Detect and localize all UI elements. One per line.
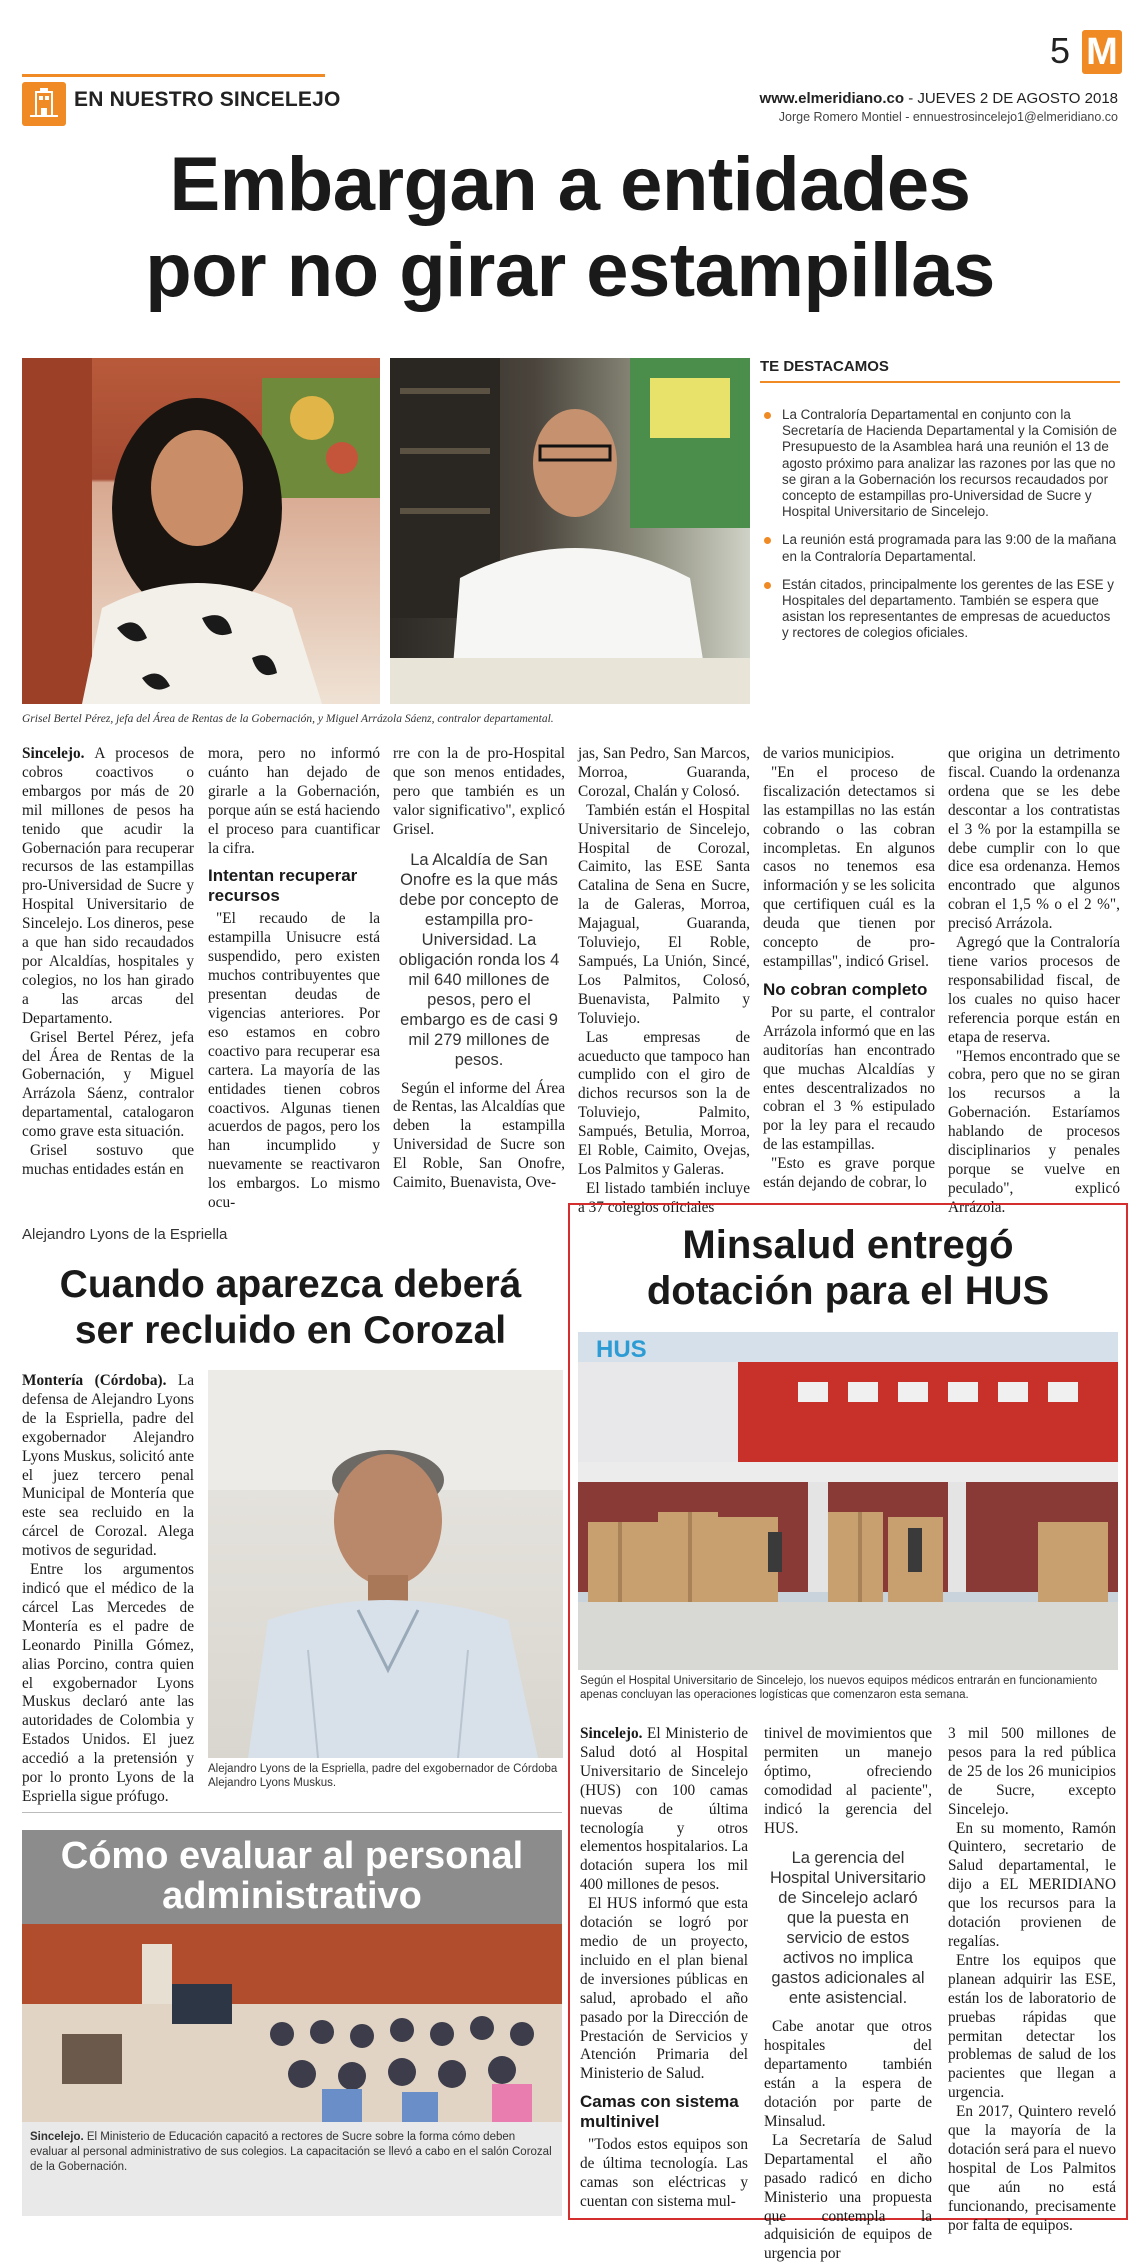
minsalud-col-3: 3 mil 500 millones de pesos para la red pública de 25 de los 26 municipios de Sucre, excepto Sincelejo. En su momento, Ramón Quintero, secretario de Salud departamental, le dijo a EL MERIDIANO que los recursos para la dotación provienen de regalías. Entre los equipos que planean adquirir las ESE, están los de laboratorio de pruebas rápidas que permitan detectar los problemas de salud de los pacientes que llegan a urgencia. En 2017, Quintero reveló que la mayoría de la dotación será para el nuevo hospital de Los Palmitos que aún no está funcionando, precisamente por falta de equipos. [948,1725,1116,2234]
main-headline-line1: Embargan a entidades [169,142,971,227]
byline: Jorge Romero Montiel - ennuestrosincelejo1@elmeridiano.co [778,110,1118,124]
header-rule [22,74,325,77]
hus-sign: HUS [596,1336,647,1363]
photo-lyons [208,1370,563,1758]
subhead-no-cobran: No cobran completo [763,979,928,999]
lyons-headline [18,1262,563,1354]
sidebar-item: La reunión está programada para las 9:00 de la mañana en la Contraloría Departamental. [760,532,1120,564]
evaluar-box [22,1830,562,2216]
sidebar-item: La Contraloría Departamental en conjunto con la Secretaría de Hacienda Departamental y la Comisión de Presupuesto de la Asamblea hará una reunión el 13 de agosto próximo para analizar las razones por las que no se giran a la Gobernación los recursos recaudados por concepto de estampillas pro-Universidad de Sucre y Hospital Universitario de Sincelejo. [760,407,1120,520]
divider [22,1812,562,1813]
minsalud-caption: Según el Hospital Universitario de Sincelejo, los nuevos equipos médicos entrarán en funcionamiento apenas concluyan las operaciones logísticas que comenzaron esta semana. [580,1675,1098,1701]
lyons-headline-line2: ser recluido en Corozal [74,1309,507,1352]
minsalud-headline-line2: dotación para el HUS [646,1269,1050,1313]
evaluar-title-band [22,1830,562,1924]
photo-evaluar [22,1924,562,2122]
minsalud-col-1: Sincelejo. El Ministerio de Salud dotó al Hospital Universitario de Sincelejo (HUS) con 100 camas nuevas de última tecnología y otros elementos hospitalarios. La dotación supera los mil 400 millones de pesos. El HUS informó que esta dotación se logró por medio de un proyecto, incluido en el plan bienal de inversiones públicas en salud, aprobado el año pasado por la Dirección de Prestación de Servicios y Atención Primaria del Ministerio de Salud. Camas con sistema multinivel "Todos estos equipos son de última tecnología. Las camas son eléctricas y cuentan con sistema mul- [580,1725,748,2210]
lyons-kicker: Alejandro Lyons de la Espriella [22,1226,228,1243]
photo-miguel [390,358,750,704]
sidebar-title: TE DESTACAMOS [760,358,1120,383]
main-dateline: Sincelejo. [22,745,85,762]
main-col-3: rre con la de pro-Hospital que son menos entidades, pero que también es un valor significativo", explicó Grisel. La Alcaldía de San Onofre es la que más debe por concepto de estampilla pro-Universidad. La obligación ronda los 4 mil 640 millones de pesos, pero el embargo es de casi 9 mil 279 millones de pesos. Según el informe del Área de Rentas, las Alcaldías que deben la estampilla Universidad de Sucre son El Roble, San Onofre, Caimito, Buenavista, Ove- [393,745,565,1192]
main-photo-caption: Grisel Bertel Pérez, jefa del Área de Rentas de la Gobernación, y Miguel Arrázola Sáenz, contralor departamental. [22,713,554,725]
main-col-6: que origina un detrimento fiscal. Cuando la ordenanza ordena que se les debe descontar a los contratistas el 3 % por la estampilla se debe cumplir con lo que dice esa ordenanza. Hemos encontrado que algunos cobran el 1,5 % o el 2 %", precisó Arrázola. Agregó que la Contraloría tiene varios procesos de responsabilidad fiscal, de los cuales no quiso hacer referencia porque están en etapa de reserva. "Hemos encontrado que se cobra, pero que no se giran los recursos a la Gobernación. Estaríamos hablando de procesos disciplinarios y penales porque se vuelve en peculado", explicó Arrázola. [948,745,1120,1216]
logo-icon: M [1082,30,1122,74]
lyons-headline-line1: Cuando aparezca deberá [59,1263,522,1306]
minsalud-headline-line1: Minsalud entregó [682,1223,1014,1267]
main-col-5: de varios municipios. "En el proceso de fiscalización detectamos si las estampillas no las están cobrando o las cobran incompletas. En algunos casos no tenemos esa información y se les solicita que certifiquen cuál es la deuda que tienen por concepto de pro-estampillas", indicó Grisel. No cobran completo Por su parte, el contralor Arrázola informó que en las auditorías han encontrado que muchas Alcaldías y entes descentralizados no cobran el 3 % estipulado por la ley para el recaudo de las estampillas. "Esto es grave porque están dejando de cobrar, lo [763,745,935,1192]
section-icon [22,82,66,126]
main-headline-line2: por no girar estampillas [145,228,995,313]
evaluar-title-line2: administrativo [162,1875,422,1917]
site-link[interactable]: www.elmeridiano.co [759,90,905,107]
lyons-caption: Alejandro Lyons de la Espriella, padre del exgobernador de Córdoba Alejandro Lyons Muskus. [208,1763,558,1789]
evaluar-caption-lead: Sincelejo. [30,2131,84,2143]
subhead-camas: Camas con sistema multinivel [580,2092,739,2132]
minsalud-col-2: tinivel de movimientos que permiten un manejo óptimo, ofreciendo comodidad al paciente", indicó la gerencia del HUS. La gerencia del Hospital Universitario de Sincelejo aclaró que la puesta en servicio de estos activos no implica gastos adicionales al ente asistencial. Cabe anotar que otros hospitales del departamento también están a la espera de dotación por parte de Minsalud. La Secretaría de Salud Departamental el año pasado radicó en dicho Ministerio una propuesta que contempla la adquisición de equipos de urgencia por [764,1725,932,2263]
minsalud-headline [578,1222,1118,1314]
photo-hus [578,1332,1118,1670]
lyons-dateline: Montería (Córdoba). [22,1372,167,1389]
pull-quote-gerencia: La gerencia del Hospital Universitario de Sincelejo aclaró que la puesta en servicio de estos activos no implica gastos adicionales al ente asistencial. [770,1849,926,2008]
main-col-1: Sincelejo. A procesos de cobros coactivos o embargos por más de 20 mil millones de pesos ha tenido que acudir la Gobernación para recuperar recursos de las estampillas pro-Universidad de Sucre y Hospital Universitario de Sincelejo. Los dineros, pese a que han sido recaudados por Alcaldías, hospitales y colegios, no los han girado a las arcas del Departamento. Grisel Bertel Pérez, jefa del Área de Rentas de la Gobernación, y Miguel Arrázola Sáenz, contralor departamental, catalogaron como grave esta situación. Grisel sostuvo que muchas entidades están en [22,745,194,1178]
lyons-body: Montería (Córdoba). La defensa de Alejandro Lyons de la Espriella, padre del exgobernador Alejandro Lyons Muskus, solicitó ante el juez tercero penal Municipal de Montería que este sea recluido en la cárcel de Corozal. Alega motivos de seguridad. Entre los argumentos indicó que el médico de la cárcel Las Mercedes de Montería es el padre de Leonardo Pinilla Gómez, alias Porcino, contra quien el exgobernador Lyons Muskus declaró ante las autoridades de Colombia y Estados Unidos. El juez accedió a la pretensión y por lo pronto Lyons de la Espriella sigue prófugo. [22,1372,194,1805]
subhead-intentan: Intentan recuperar recursos [208,866,358,906]
sidebar-item: Están citados, principalmente los gerentes de las ESE y Hospitales del departamento. También se espera que asistan los representantes de empresas de acueductos y rectores de colegios oficiales. [760,577,1120,642]
date-text: - JUEVES 2 DE AGOSTO 2018 [908,90,1118,107]
main-col-4: jas, San Pedro, San Marcos, Morroa, Guaranda, Corozal, Chalán y Colosó. También están el Hospital Universitario de Sincelejo, Hospital de Corozal, Caimito, las ESE Santa Catalina de Sena en Sucre, la de Galeras, Morroa, Majagual, Guaranda, Toluviejo, El Roble, Sampués, La Unión, Sincé, Los Palmitos, Colosó, Buenavista, Palmito y Toluviejo. Las empresas de acueducto que tampoco han cumplido con el giro de dichos recursos son la de Toluviejo, Palmito, Sampués, Betulia, Morroa, El Roble, Caimito, Ovejas, Los Palmitos y Galeras. El listado también incluye a 37 colegios oficiales [578,745,750,1216]
section-title: EN NUESTRO SINCELEJO [74,88,341,111]
page-number: 5 [1050,30,1071,71]
evaluar-title-line1: Cómo evaluar al personal [60,1835,524,1877]
minsalud-dateline: Sincelejo. [580,1725,643,1742]
dateline [760,90,1118,107]
pull-quote-alcaldia: La Alcaldía de San Onofre es la que más debe por concepto de estampilla pro-Universidad. La obligación ronda los 4 mil 640 millones de pesos, pero el embargo es de casi 9 mil 279 millones de pesos. [398,850,560,1069]
sidebar-list [760,407,1120,642]
main-headline [0,142,1140,314]
photo-grisel [22,358,380,704]
main-col-2: mora, pero no informó cuánto han dejado de girarle a la Gobernación, porque aún se está haciendo el proceso para cuantificar la cifra. Intentan recuperar recursos "El recaudo de la estampilla Unisucre está suspendido, pero existen muchos contribuyentes que presentan deudas de vigencias anteriores. Por eso estamos en cobro coactivo para recuperar esa cartera. La mayoría de las entidades tienen cobros coactivos. Algunas tienen acuerdos de pagos, pero los han incumplido y nuevamente se reactivaron los embargos. Lo mismo ocu- [208,745,380,1212]
sidebar-te-destacamos [760,358,1120,728]
evaluar-caption: Sincelejo. El Ministerio de Educación capacitó a rectores de Sucre sobre la forma cómo deben evaluar al personal administrativo de sus colegios. La capacitación se llevó a cabo en el salón Corozal de la Gobernación. [30,2131,552,2173]
